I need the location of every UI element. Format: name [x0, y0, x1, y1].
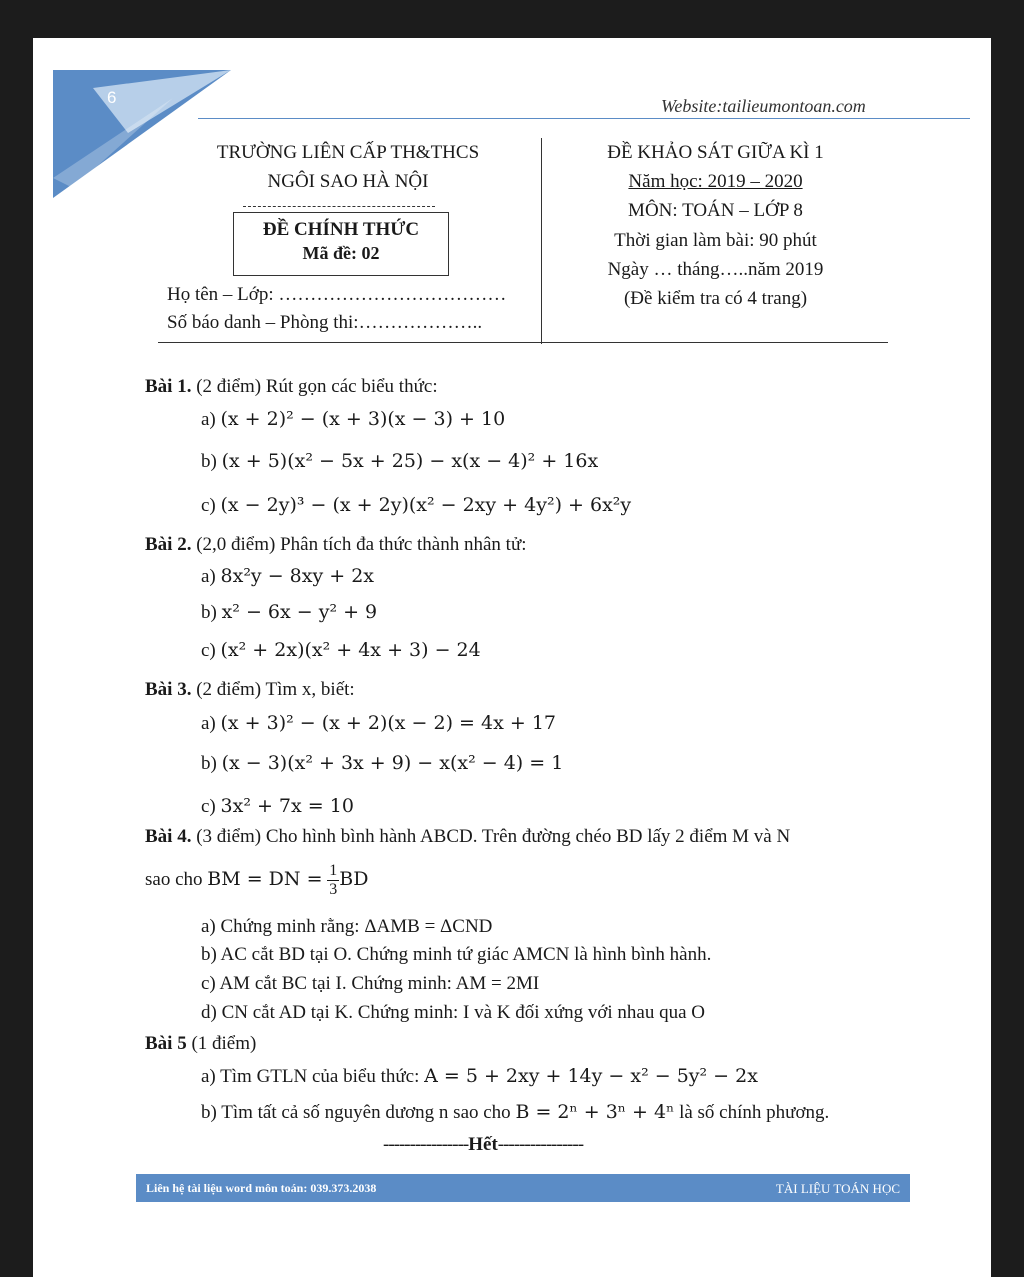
document-page [33, 38, 991, 1277]
header-bottom-rule [158, 342, 888, 343]
header-vertical-divider [541, 138, 542, 344]
question-5 [145, 1033, 256, 1055]
school-year: Năm học: 2019 – 2020 [628, 171, 803, 192]
footer-brand: TÀI LIỆU TOÁN HỌC [775, 1181, 900, 1196]
page-number: 6 [107, 88, 117, 107]
q2-item-c: c) (x² + 2x)(x² + 4x + 3) − 24 [201, 639, 481, 661]
official-exam-label: ĐỀ CHÍNH THỨC [262, 219, 420, 240]
footer-bar [136, 1174, 910, 1202]
question-3 [145, 679, 355, 701]
q1-item-b: b) (x + 5)(x² − 5x + 25) − x(x − 4)² + 16x [201, 450, 599, 472]
question-4-text: (3 điểm) Cho hình bình hành ABCD. Trên đường chéo BD lấy 2 điểm M và N [196, 826, 791, 847]
subject: MÔN: TOÁN – LỚP 8 [628, 200, 803, 221]
question-1 [145, 376, 438, 398]
header-rule [198, 118, 970, 119]
question-3-text: (2 điểm) Tìm x, biết: [196, 679, 355, 700]
question-4-condition: sao cho BM = DN = $\frac{1}{3}$ BD [145, 862, 369, 898]
q4-item-b: b) AC cắt BD tại O. Chứng minh tứ giác AMCN là hình bình hành. [201, 944, 712, 965]
q2-item-a: a) 8x²y − 8xy + 2x [201, 565, 375, 587]
question-1-text: (2 điểm) Rút gọn các biểu thức: [196, 376, 438, 397]
q3-item-a: a) (x + 3)² − (x + 2)(x − 2) = 4x + 17 [201, 712, 556, 734]
name-class-field: Họ tên – Lớp: ……………………………… [167, 284, 507, 305]
exam-code: Mã đề: 02 [302, 243, 380, 263]
dashed-divider [243, 206, 435, 207]
q2-item-b: b) x² − 6x − y² + 9 [201, 601, 378, 623]
exam-date: Ngày … tháng…..năm 2019 [607, 259, 824, 280]
question-5-label: Bài 5 [145, 1033, 187, 1054]
page-count: (Đề kiểm tra có 4 trang) [623, 288, 808, 309]
q5-item-b: b) Tìm tất cả số nguyên dương n sao cho B = 2ⁿ + 3ⁿ + 4ⁿ là số chính phương. [201, 1101, 830, 1123]
q5-item-a: a) Tìm GTLN của biểu thức: A = 5 + 2xy + 14y − x² − 5y² − 2x [201, 1065, 758, 1087]
end-marker: ----------------Hết---------------- [383, 1134, 584, 1155]
question-4-label: Bài 4. [145, 826, 192, 847]
website-header: Website:tailieumontoan.com [661, 96, 866, 116]
top-bar [0, 0, 1024, 38]
footer-contact: Liên hệ tài liệu word môn toán: 039.373.2038 [146, 1181, 377, 1195]
question-5-text: (1 điểm) [191, 1033, 257, 1054]
question-2-text: (2,0 điểm) Phân tích đa thức thành nhân tử: [196, 534, 527, 555]
question-1-label: Bài 1. [145, 376, 192, 397]
official-exam-box [233, 212, 449, 276]
question-4 [145, 826, 790, 848]
q1-item-c: c) (x − 2y)³ − (x + 2y)(x² − 2xy + 4y²) + 6x²y [201, 494, 632, 516]
school-name-line2: NGÔI SAO HÀ NỘI [267, 171, 429, 192]
question-2 [145, 534, 527, 556]
q4-item-c: c) AM cắt BC tại I. Chứng minh: AM = 2MI [201, 973, 540, 994]
q3-item-b: b) (x − 3)(x² + 3x + 9) − x(x² − 4) = 1 [201, 752, 564, 774]
school-name-line1: TRƯỜNG LIÊN CẤP TH&THCS [216, 142, 480, 163]
candidate-number-field: Số báo danh – Phòng thi:……………….. [167, 312, 483, 333]
question-2-label: Bài 2. [145, 534, 192, 555]
q1-item-a: a) (x + 2)² − (x + 3)(x − 3) + 10 [201, 408, 506, 430]
fraction-one-third: $\frac{1}{3}$ [329, 862, 338, 898]
exam-title: ĐỀ KHẢO SÁT GIỮA KÌ 1 [607, 142, 824, 163]
question-3-label: Bài 3. [145, 679, 192, 700]
q4-item-d: d) CN cắt AD tại K. Chứng minh: I và K đối xứng với nhau qua O [201, 1002, 706, 1023]
q4-item-a: a) Chứng minh rằng: ΔAMB = ΔCND [201, 916, 493, 937]
q3-item-c: c) 3x² + 7x = 10 [201, 795, 354, 817]
duration: Thời gian làm bài: 90 phút [614, 230, 817, 251]
